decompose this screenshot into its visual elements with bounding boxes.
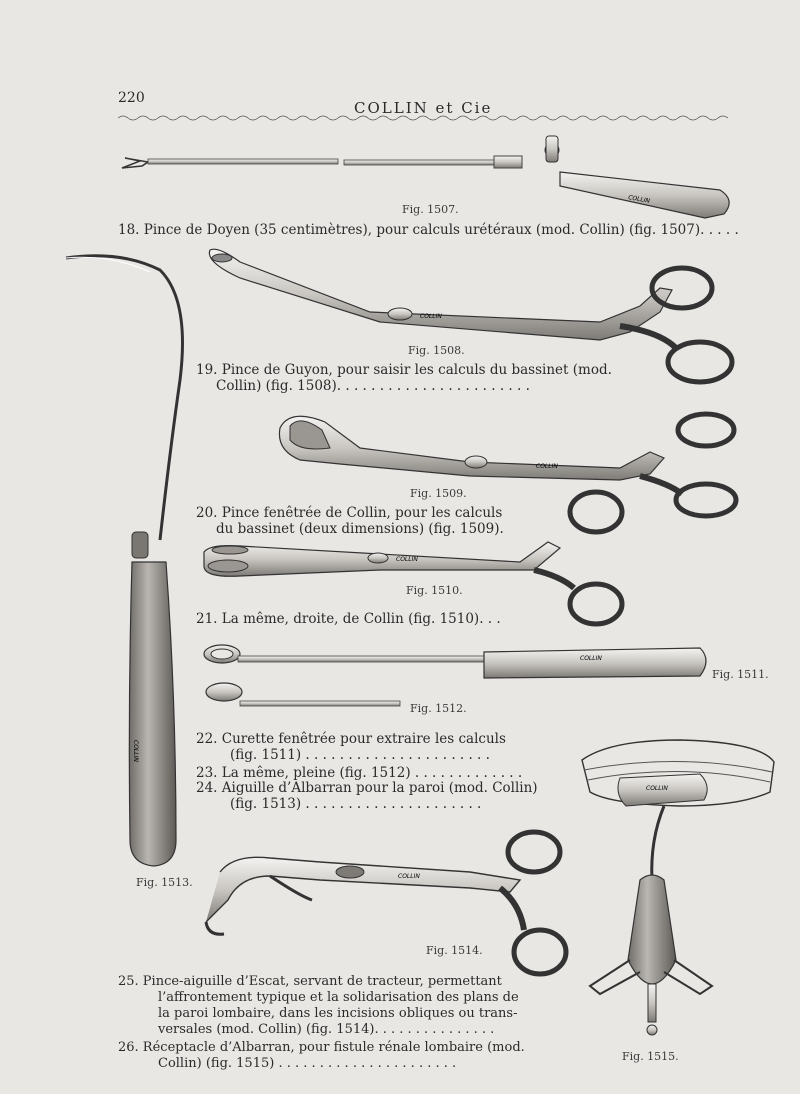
entry-22-line-1: 22. Curette fenêtrée pour extraire les calculs xyxy=(196,731,506,747)
stamp-1510: COLLIN xyxy=(396,556,418,563)
caption-fig-1514: Fig. 1514. xyxy=(426,944,483,957)
instrument-fig-1513 xyxy=(66,256,183,866)
caption-fig-1508: Fig. 1508. xyxy=(408,344,465,357)
entry-26-line-2: Collin) (fig. 1515) . . . . . . . . . . . . . . . . . . . . . . xyxy=(158,1056,457,1071)
entry-24-line-2: (fig. 1513) . . . . . . . . . . . . . . . . . . . . . xyxy=(230,796,482,812)
entry-25-line-4: versales (mod. Collin) (fig. 1514). . . . . . . . . . . . . . . xyxy=(158,1022,495,1037)
running-title: COLLIN et Cie xyxy=(354,99,493,117)
stamp-1508: COLLIN xyxy=(420,313,442,320)
entry-25-line-2: l’affrontement typique et la solidarisation des plans de xyxy=(158,990,519,1005)
stamp-1513: COLLIN xyxy=(132,740,139,762)
entry-25-line-1: 25. Pince-aiguille d’Escat, servant de tracteur, permettant xyxy=(118,974,502,989)
instrument-fig-1514 xyxy=(206,832,566,974)
entry-23: 23. La même, pleine (fig. 1512) . . . . . . . . . . . . . xyxy=(196,765,523,781)
caption-fig-1513: Fig. 1513. xyxy=(136,876,193,889)
entry-20-line-2: du bassinet (deux dimensions) (fig. 1509). xyxy=(216,521,504,537)
entry-19-line-1: 19. Pince de Guyon, pour saisir les calculs du bassinet (mod. xyxy=(196,362,612,378)
caption-fig-1509: Fig. 1509. xyxy=(410,487,467,500)
caption-fig-1511: Fig. 1511. xyxy=(712,668,769,681)
stamp-1507: COLLIN xyxy=(627,194,651,205)
caption-fig-1515: Fig. 1515. xyxy=(622,1050,679,1063)
instrument-fig-1512 xyxy=(206,683,400,706)
entry-19-line-2: Collin) (fig. 1508). . . . . . . . . . . . . . . . . . . . . . . xyxy=(216,378,530,394)
page-number: 220 xyxy=(118,90,145,106)
entry-21: 21. La même, droite, de Collin (fig. 1510). . . xyxy=(196,611,501,627)
instrument-fig-1509 xyxy=(279,414,736,516)
entry-20-line-1: 20. Pince fenêtrée de Collin, pour les calculs xyxy=(196,505,503,521)
entry-25-line-3: la paroi lombaire, dans les incisions obliques ou trans- xyxy=(158,1006,518,1021)
entry-22-line-2: (fig. 1511) . . . . . . . . . . . . . . . . . . . . . . xyxy=(230,747,490,763)
caption-fig-1512: Fig. 1512. xyxy=(410,702,467,715)
instrument-fig-1511 xyxy=(204,645,706,678)
stamp-1515: COLLIN xyxy=(646,785,668,792)
entry-18: 18. Pince de Doyen (35 centimètres), pour calculs urétéraux (mod. Collin) (fig. 1507). . . . . xyxy=(118,222,739,238)
stamp-1511: COLLIN xyxy=(580,655,602,662)
stamp-1509: COLLIN xyxy=(536,463,558,470)
entry-24-line-1: 24. Aiguille d’Albarran pour la paroi (mod. Collin) xyxy=(196,780,538,796)
caption-fig-1507: Fig. 1507. xyxy=(402,203,459,216)
entry-26-line-1: 26. Réceptacle d’Albarran, pour fistule rénale lombaire (mod. xyxy=(118,1040,525,1055)
caption-fig-1510: Fig. 1510. xyxy=(406,584,463,597)
instrument-fig-1515 xyxy=(582,740,774,1035)
stamp-1514: COLLIN xyxy=(398,873,420,880)
